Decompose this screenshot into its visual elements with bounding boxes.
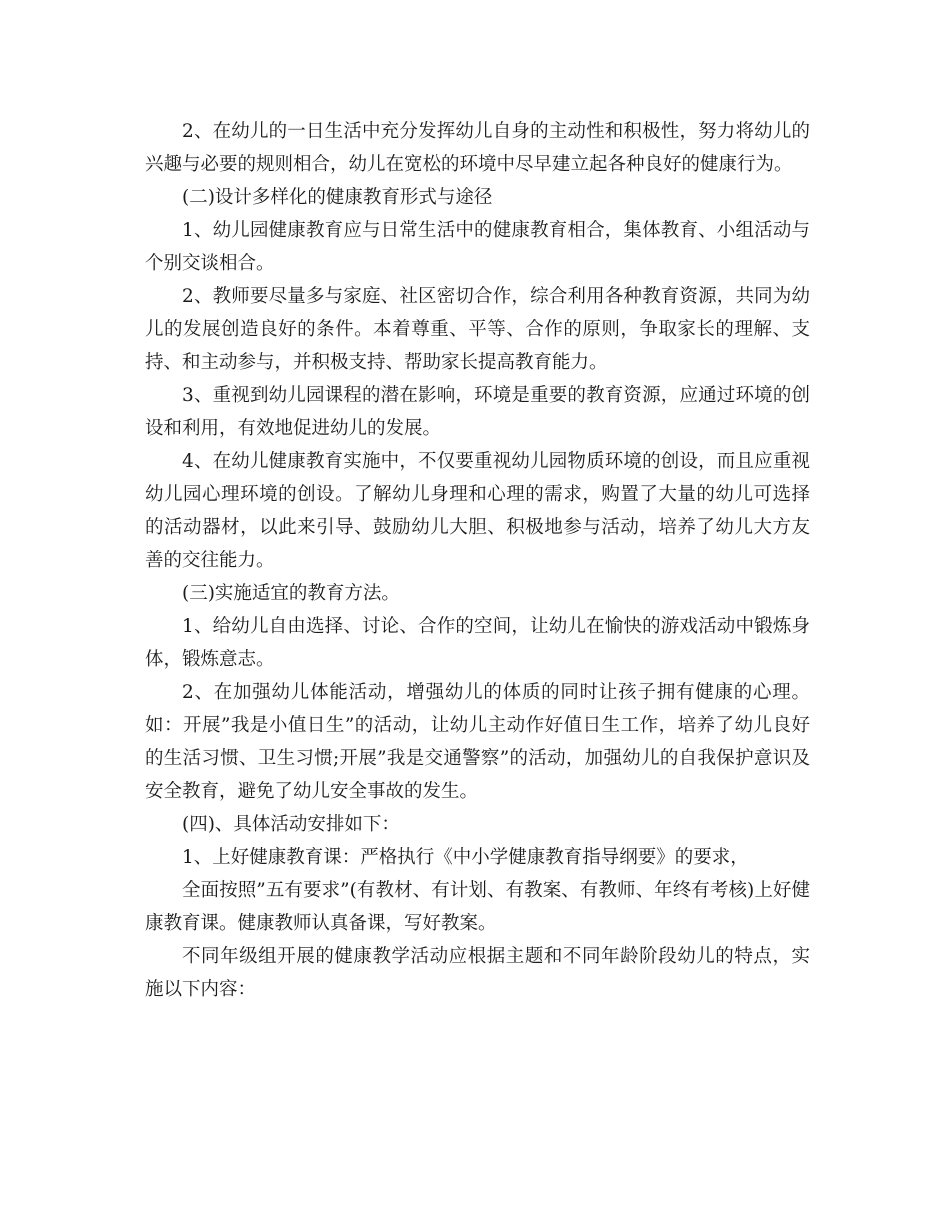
paragraph-13: 不同年级组开展的健康教学活动应根据主题和不同年龄阶段幼儿的特点，实施以下内容： [145, 946, 810, 1000]
paragraph-3: 1、幼儿园健康教育应与日常生活中的健康教育相合，集体教育、小组活动与个别交谈相合。 [145, 220, 810, 274]
paragraph-6: 4、在幼儿健康教育实施中，不仅要重视幼儿园物质环境的创设，而且应重视幼儿园心理环境的创设。了解幼儿身理和心理的需求，购置了大量的幼儿可选择的活动器材，以此来引导、鼓励幼儿大胆、积极地参与活动，培养了幼儿大方友善的交往能力。 [145, 451, 810, 571]
paragraph-5: 3、重视到幼儿园课程的潜在影响，环境是重要的教育资源，应通过环境的创设和利用，有效地促进幼儿的发展。 [145, 385, 810, 439]
document-page [145, 115, 810, 1006]
paragraph-12: 全面按照”五有要求”(有教材、有计划、有教案、有教师、年终有考核)上好健康教育课。健康教师认真备课，写好教案。 [145, 880, 810, 934]
section-heading-4: (四)、具体活动安排如下： [182, 814, 400, 835]
section-heading-2: (二)设计多样化的健康教育形式与途径 [182, 187, 493, 208]
paragraph-4: 2、教师要尽量多与家庭、社区密切合作，综合利用各种教育资源，共同为幼儿的发展创造良好的条件。本着尊重、平等、合作的原则，争取家长的理解、支持、和主动参与，并积极支持、帮助家长提高教育能力。 [145, 286, 810, 373]
section-heading-3: (三)实施适宜的教育方法。 [182, 583, 400, 604]
paragraph-11: 1、上好健康教育课：严格执行《中小学健康教育指导纲要》的要求， [182, 847, 749, 868]
paragraph-1: 2、在幼儿的一日生活中充分发挥幼儿自身的主动性和积极性，努力将幼儿的兴趣与必要的规则相合，幼儿在宽松的环境中尽早建立起各种良好的健康行为。 [145, 121, 810, 175]
paragraph-8: 1、给幼儿自由选择、讨论、合作的空间，让幼儿在愉快的游戏活动中锻炼身体，锻炼意志。 [145, 616, 810, 670]
paragraph-9: 2、在加强幼儿体能活动，增强幼儿的体质的同时让孩子拥有健康的心理。如：开展”我是小值日生”的活动，让幼儿主动作好值日生工作，培养了幼儿良好的生活习惯、卫生习惯;开展”我是交通警察”的活动，加强幼儿的自我保护意识及安全教育，避免了幼儿安全事故的发生。 [145, 682, 810, 802]
